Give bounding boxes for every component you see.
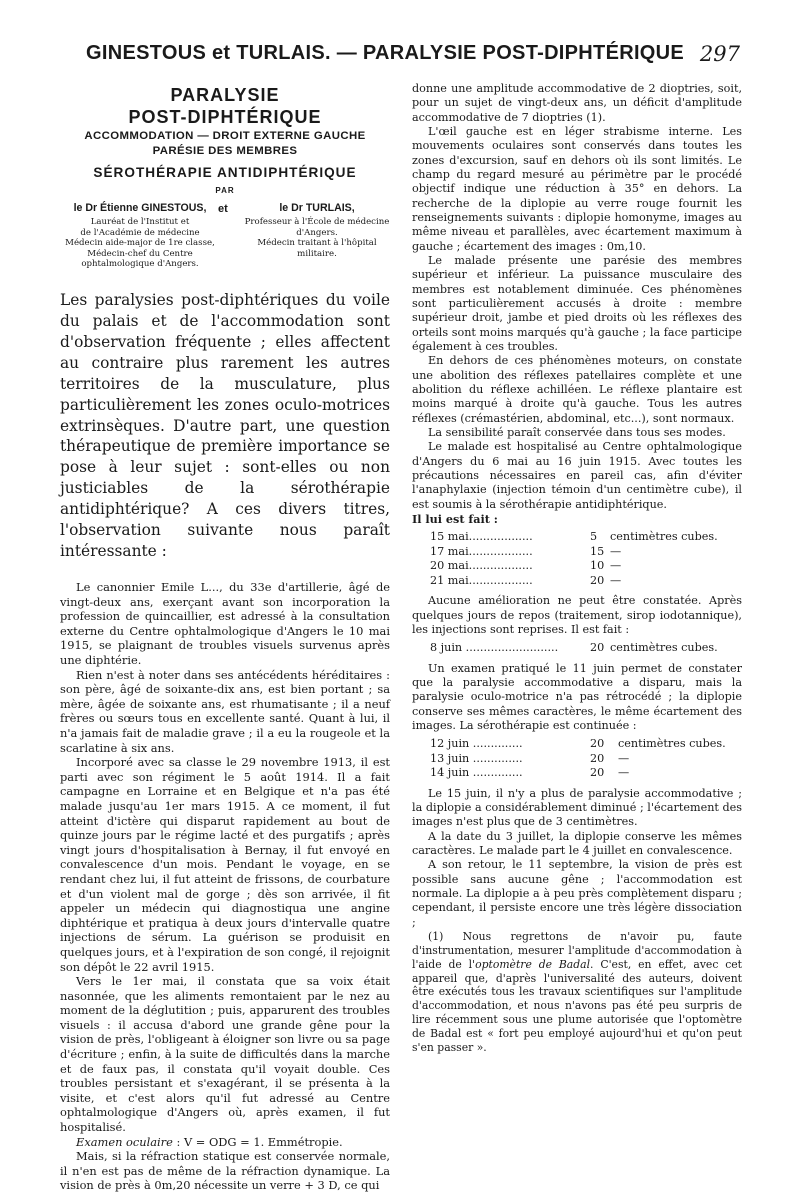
author-name: le Dr TURLAIS, xyxy=(279,201,355,214)
title-line-1: PARALYSIE xyxy=(170,85,280,105)
article-title-block xyxy=(60,84,390,196)
running-title: GINESTOUS et TURLAIS. — PARALYSIE POST-DIPHTÉRIQUE xyxy=(86,42,685,64)
left-column xyxy=(60,82,390,1193)
title-line-2: POST-DIPHTÉRIQUE xyxy=(128,107,322,128)
paragraph: A la date du 3 juillet, la diplopie conserve les mêmes caractères. Le malade part le 4 juillet en convalescence. xyxy=(412,829,742,858)
author-credentials xyxy=(60,217,220,269)
credential-line: Professeur à l'École de médecine xyxy=(244,217,390,228)
schedule-value: 10 xyxy=(590,559,605,573)
injection-schedule-june xyxy=(430,737,742,781)
running-header xyxy=(80,42,740,76)
schedule-date: 8 juin .......................... xyxy=(430,641,559,655)
schedule-date: 13 juin .............. xyxy=(430,751,523,765)
author-name: le Dr Étienne GINESTOUS, xyxy=(73,201,207,214)
credential-line: Médecin-chef du Centre xyxy=(87,248,193,259)
page-number: 297 xyxy=(699,42,740,66)
schedule-value: 20 xyxy=(590,737,605,751)
schedule-date: 17 mai.................. xyxy=(430,544,533,558)
subtitle-line-2: PARÉSIE DES MEMBRES xyxy=(152,144,298,157)
schedule-unit: centimètres cubes. xyxy=(610,530,718,544)
schedule-row xyxy=(430,641,742,656)
schedule-row xyxy=(430,530,742,545)
footnote-text: (1) Nous regrettons de n'avoir pu, faute d'instrumentation, mesurer l'amplitude d'accommodation à l'aide de l' xyxy=(412,930,742,971)
paragraph: Un examen pratiqué le 11 juin permet de constater que la paralysie accommodative a disparu, mais la paralysie oculo-motrice n'a pas rétrocédé ; la diplopie conserve ses mêmes caractères, le même écartement des images. La sérothérapie est continuée : xyxy=(412,661,742,732)
injection-schedule-june8 xyxy=(430,641,742,656)
paragraph: Le malade présente une parésie des membres supérieur et inférieur. La puissance musculaire des membres est notablement diminuée. Ces phénomènes sont particulièrement accusés à droite : membre supérieur droit, jambe et pied droits où les réflexes des orteils sont moins marqués qu'à gauche ; la face participe également à ces troubles. xyxy=(412,253,742,353)
credential-line: de l'Académie de médecine xyxy=(80,227,200,238)
subtitle-line-3: SÉROTHÉRAPIE ANTIDIPHTÉRIQUE xyxy=(93,165,357,181)
schedule-date: 14 juin .............. xyxy=(430,766,523,780)
paragraph: Le 15 juin, il n'y a plus de paralysie accommodative ; la diplopie a considérablement diminué ; l'écartement des images n'est plus que de 3 centimètres. xyxy=(412,786,742,829)
schedule-value: 20 xyxy=(590,641,605,655)
credential-line: ophtalmologique d'Angers. xyxy=(81,259,199,270)
schedule-value: 20 xyxy=(590,766,605,780)
case-report-left xyxy=(60,580,390,1193)
author-credentials xyxy=(244,217,390,259)
author-conjunction: et xyxy=(218,202,228,215)
schedule-row xyxy=(430,766,742,781)
schedule-value: 20 xyxy=(590,573,605,587)
exam-paragraph xyxy=(60,1135,390,1150)
schedule-unit: — xyxy=(610,544,622,558)
schedule-row xyxy=(430,559,742,574)
footnote-text: . C'est, en effet, avec cet appareil que, d'après l'universalité des auteurs, doivent être exécutés tous les travaux scientifiques sur l'amplitude d'accommodation, et nous n'avons pas été peu surpris de lire récemment sous une plume autorisée que l'optomètre de Badal est « fort peu employé aujourd'hui et qu'on peut s'en passer ». xyxy=(412,957,743,1054)
schedule-date: 15 mai.................. xyxy=(430,530,533,544)
schedule-unit: — xyxy=(618,766,630,780)
byline-par: PAR xyxy=(215,185,235,195)
paragraph: Aucune amélioration ne peut être constatée. Après quelques jours de repos (traitement, sirop iodotannique), les injections sont reprises. Il est fait : xyxy=(412,594,742,636)
credential-line: militaire. xyxy=(297,248,337,259)
paragraph: Rien n'est à noter dans ses antécédents héréditaires : son père, âgé de soixante-dix ans, est bien portant ; sa mère, âgée de soixante ans, est rhumatisante ; il a neuf frères ou sœurs tous en excellente santé. Quant à lui, il n'a jamais fait de maladie grave ; il a eu la rougeole et la scarlatine à six ans. xyxy=(60,667,390,755)
subtitle-line-1: ACCOMMODATION — DROIT EXTERNE GAUCHE xyxy=(84,130,366,143)
right-column xyxy=(412,82,742,1054)
credential-line: Médecin aide-major de 1re classe, xyxy=(65,238,215,249)
paragraph: donne une amplitude accommodative de 2 dioptries, soit, pour un sujet de vingt-deux ans, un déficit d'amplitude accommodative de 7 dioptries (1). xyxy=(412,82,742,124)
schedule-row xyxy=(430,752,742,767)
schedule-value: 15 xyxy=(590,544,605,558)
credential-line: Médecin traitant à l'hôpital xyxy=(257,238,377,249)
author-ginestous xyxy=(60,202,220,270)
exam-text: : V = ODG = 1. Emmétropie. xyxy=(172,1134,343,1149)
paragraph: Le malade est hospitalisé au Centre ophtalmologique d'Angers du 6 mai au 16 juin 1915. Avec toutes les précautions nécessaires en pareil cas, afin d'éviter l'anaphylaxie (injection témoin d'un centimètre cube), il est soumis à la sérothérapie antidiphtérique. xyxy=(412,440,742,511)
paragraph: Mais, si la réfraction statique est conservée normale, il n'en est pas de même de la réfraction dynamique. La vision de près à 0m,20 nécessite un verre + 3 D, ce qui xyxy=(60,1149,390,1193)
schedule-unit: — xyxy=(610,559,622,573)
schedule-unit: centimètres cubes. xyxy=(610,641,718,655)
author-turlais xyxy=(244,202,390,259)
authors-block xyxy=(60,202,390,288)
credential-line: d'Angers. xyxy=(296,227,338,238)
schedule-unit: — xyxy=(610,573,622,587)
schedule-row xyxy=(430,574,742,589)
paragraph: A son retour, le 11 septembre, la vision de près est possible sans aucune gêne ; l'accommodation est normale. La diplopie a à peu près complètement disparu ; cependant, il persiste encore une très légère dissociation ; xyxy=(412,858,742,929)
schedule-unit: — xyxy=(618,751,630,765)
exam-label: Examen oculaire xyxy=(76,1134,173,1149)
schedule-value: 5 xyxy=(590,530,598,544)
paragraph: La sensibilité paraît conservée dans tous ses modes. xyxy=(428,425,726,439)
paragraph: L'œil gauche est en léger strabisme interne. Les mouvements oculaires sont conservés dans toutes les zones d'excursion, sauf en dehors où ils sont limités. Le champ du regard mesuré au périmètre par le procédé objectif indique une réduction à 35° en dehors. La recherche de la diplopie au verre rouge fournit les renseignements suivants : diplopie homonyme, images au même niveau et parallèles, avec écartement maximum à gauche ; écartement des images : 0m,10. xyxy=(412,124,742,253)
footnote xyxy=(412,930,742,1054)
schedule-unit: centimètres cubes. xyxy=(618,737,726,751)
schedule-date: 21 mai.................. xyxy=(430,573,533,587)
paragraph: Incorporé avec sa classe le 29 novembre 1913, il est parti avec son régiment le 5 août 1914. Il a fait campagne en Lorraine et en Belgique et n'a pas été malade jusqu'au 1er mars 1915. A ce moment, il fut atteint d'ictère qui disparut rapidement au bout de quinze jours par le régime lacté et des purgatifs ; après vingt jours d'hospitalisation à Bernay, il fut envoyé en convalescence d'un mois. Pendant le voyage, en se rendant chez lui, il fut atteint de frissons, de courbature et d'un violent mal de gorge ; dès son arrivée, il fit appeler un médecin qui diagnostiqua une angine diphtérique et pratiqua à deux jours d'intervalle quatre injections de sérum. La guérison se produisit en quelques jours, et à l'expiration de son congé, il rejoignit son dépôt le 22 avril 1915. xyxy=(60,755,390,974)
paragraph: Le canonnier Emile L..., du 33e d'artillerie, âgé de vingt-deux ans, exerçant avant son incorporation la profession de quincaillier, est adressé à la consultation externe du Centre ophtalmologique d'Angers le 10 mai 1915, se plaignant de troubles visuels survenus après une diphtérie. xyxy=(60,580,390,668)
schedule-date: 12 juin .............. xyxy=(430,737,523,751)
injection-schedule-may xyxy=(430,530,742,588)
credential-line: Lauréat de l'Institut et xyxy=(90,217,190,228)
schedule-row xyxy=(430,545,742,560)
footnote-italic: optomètre de Badal xyxy=(475,957,591,971)
schedule-value: 20 xyxy=(590,751,605,765)
schedule-date: 20 mai.................. xyxy=(430,559,533,573)
paragraph: Vers le 1er mai, il constata que sa voix était nasonnée, que les aliments remontaient par le nez au moment de la déglutition ; puis, apparurent des troubles visuels : il accusa d'abord une grande gêne pour la vision de près, l'obligeant à éloigner son livre ou sa page d'écriture ; enfin, à la suite de difficultés dans la marche et de faux pas, il constata qu'il voyait double. Ces troubles persistant et s'exagérant, il se présenta à la visite, et c'est alors qu'il fut adressé au Centre ophtalmologique d'Angers où, après examen, il fut hospitalisé. xyxy=(60,974,390,1135)
schedule-row xyxy=(430,737,742,752)
injection-intro: Il lui est fait : xyxy=(412,511,498,526)
abstract: Les paralysies post-diphtériques du voile du palais et de l'accommodation sont d'observation fréquente ; elles affectent au contraire plus rarement les autres territoires de la musculature, plus particulièrement les zones oculo-motrices extrinsèques. D'autre part, une question thérapeutique de première importance se pose à leur sujet : sont-elles ou non justiciables de la sérothérapie antidiphtérique? A ces divers titres, l'observation suivante nous paraît intéressante : xyxy=(60,290,390,561)
paragraph: En dehors de ces phénomènes moteurs, on constate une abolition des réflexes patellaires complète et une abolition du réflexe achilléen. Le réflexe plantaire est moins marqué à droite qu'à gauche. Tous les autres réflexes (crémastérien, abdominal, etc...), sont normaux. xyxy=(412,354,742,425)
